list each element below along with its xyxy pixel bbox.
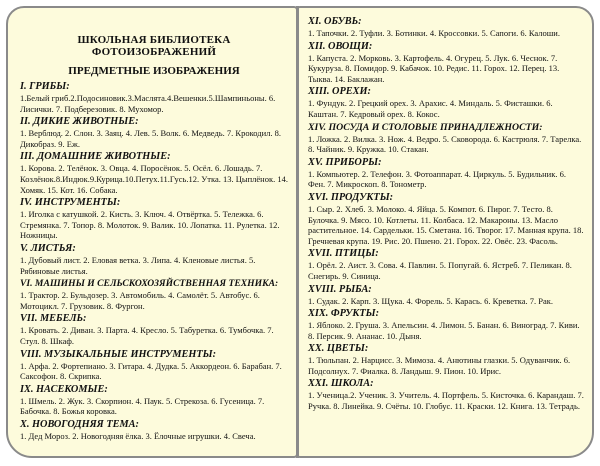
section (308, 308, 584, 341)
section-heading: XIX. ФРУКТЫ: (308, 308, 380, 320)
section-heading: XVIII. РЫБА: (308, 283, 372, 295)
section-items: 1. Ложка. 2. Вилка. 3. Нож. 4. Ведро. 5. Сковорода. 6. Кастрюля. 7. Тарелка. 8. Чайник. 9. Кружка. 10. Стакан. (308, 133, 582, 155)
section (308, 192, 584, 246)
section-heading: IX. НАСЕКОМЫЕ: (20, 383, 108, 395)
section-heading: XII. ОВОЩИ: (308, 40, 373, 52)
section-heading: V. ЛИСТЬЯ: (20, 242, 76, 254)
section-items: 1. Шмель. 2. Жук. 3. Скорпион. 4. Паук. 5. Стрекоза. 6. Гусеница. 7. Бабочка. 8. Божья коровка. (20, 395, 265, 417)
section-heading: XX. ЦВЕТЫ: (308, 343, 369, 355)
section-heading: XIV. ПОСУДА И СТОЛОВЫЕ ПРИНАДЛЕЖНОСТИ: (308, 121, 543, 133)
section-heading: IV. ИНСТРУМЕНТЫ: (20, 197, 121, 209)
section-items: 1. Судак. 2. Карп. 3. Щука. 4. Форель. 5. Карась. 6. Креветка. 7. Рак. (308, 295, 554, 306)
section-heading: XV. ПРИБОРЫ: (308, 156, 382, 168)
right-page (296, 6, 594, 458)
section-heading: VI. МАШИНЫ И СЕЛЬСКОХОЗЯЙСТВЕННАЯ ТЕХНИКА: (20, 278, 279, 290)
section (308, 248, 584, 281)
section-items: 1. Иголка с катушкой. 2. Кисть. 3. Ключ. 4. Отвёртка. 5. Тележка. 6. Стремянка. 7. Топор. 8. Молоток. 9. Валик. 10. Лопатка. 11. Рулетка. 12. Ножницы. (20, 209, 280, 241)
section-items: 1. Тюльпан. 2. Нарцисс. 3. Мимоза. 4. Анютины глазки. 5. Одуванчик. 6. Подсолнух. 7. Фиалка. 8. Ландыш. 9. Пион. 10. Ирис. (308, 355, 571, 376)
section-items: 1. Корова. 2. Телёнок. 3. Овца. 4. Поросёнок. 5. Осёл. 6. Лошадь. 7. Козлёнок.8.Индюк.9.Курица.10.Петух.11.Гусь.12. Утка. 13. Цыплёнок. 14. Хомяк. 15. Кот. 16. Собака. (20, 163, 288, 195)
section (308, 41, 584, 85)
section-heading: VIII. МУЗЫКАЛЬНЫЕ ИНСТРУМЕНТЫ: (20, 348, 217, 360)
section-items: 1. Трактор. 2. Бульдозер. 3. Автомобиль. 4. Самолёт. 5. Автобус. 6. Мотоцикл. 7. Грузовик. 8. Фургон. (20, 290, 260, 311)
section-heading: XVI. ПРОДУКТЫ: (308, 191, 394, 203)
section-items: 1. Верблюд. 2. Слон. 3. Заяц. 4. Лев. 5. Волк. 6. Медведь. 7. Крокодил. 8. Дикобраз. 9. Еж. (20, 128, 282, 149)
section-items: 1. Дубовый лист. 2. Еловая ветка. 3. Липа. 4. Кленовые листья. 5. Рябиновые листья. (20, 254, 256, 276)
section (20, 81, 288, 114)
section-heading: XVII. ПТИЦЫ: (308, 248, 379, 260)
section-items: 1. Арфа. 2. Фортепиано. 3. Гитара. 4. Дудка. 5. Аккордеон. 6. Барабан. 7. Саксофон. 8. Скрипка. (20, 360, 282, 382)
section-items: 1. Тапочки. 2. Туфли. 3. Ботинки. 4. Кроссовки. 5. Сапоги. 6. Калоши. (308, 28, 560, 38)
section (20, 419, 288, 442)
section-items: 1. Сыр. 2. Хлеб. 3. Молоко. 4. Яйца. 5. Компот. 6. Пирог. 7. Тесто. 8. Булочка. 9. Мясо. 10. Котлеты. 11. Колбаса. 12. Макароны. 13. Масло растительное. 14. Сардельки. 15. Сметана. 16. Творог. 17. Манная крупа. 18. Гречневая крупа. 19. Рис. 20. Пшено. 21. Горох. 22. Овёс. 23. Фасоль. (308, 203, 584, 246)
section-items: 1. Орёл. 2. Аист. 3. Сова. 4. Павлин. 5. Попугай. 6. Ястреб. 7. Пеликан. 8. Снегирь. 9. Синица. (308, 260, 572, 281)
section (308, 378, 584, 411)
section-heading: VII. МЕБЕЛЬ: (20, 313, 87, 325)
section (20, 151, 288, 195)
section-items: 1. Ученица.2. Ученик. 3. Учитель. 4. Портфель. 5. Кисточка. 6. Карандаш. 7. Ручка. 8. Линейка. 9. Счёты. 10. Глобус. 11. Краски. 12. Книга. 13. Тетрадь. (308, 390, 584, 412)
left-page (6, 6, 298, 458)
section-heading: XI. ОБУВЬ: (308, 16, 362, 27)
section-items: 1.Белый гриб.2.Подосиновик.3.Маслята.4.Вешенки.5.Шампиньоны. 6. Лисички. 7. Подберезовик. 8. Мухомор. (20, 93, 276, 114)
section (20, 349, 288, 382)
section-items: 1. Яблоко. 2. Груша. 3. Апельсин. 4. Лимон. 5. Банан. 6. Виноград. 7. Киви. 8. Персик. 9. Ананас. 10. Дыня. (308, 320, 580, 341)
section (20, 384, 288, 417)
section (308, 86, 584, 119)
section-heading: X. НОВОГОДНЯЯ ТЕМА: (20, 418, 139, 430)
section-heading: XIII. ОРЕХИ: (308, 86, 371, 98)
section-items: 1. Дед Мороз. 2. Новогодняя ёлка. 3. Ёлочные игрушки. 4. Свеча. (20, 430, 256, 441)
book-spine (296, 6, 299, 458)
section-items: 1. Компьютер. 2. Телефон. 3. Фотоаппарат. 4. Циркуль. 5. Будильник. 6. Фен. 7. Микроскоп. 8. Тонометр. (308, 168, 566, 190)
section (20, 313, 288, 346)
section (20, 243, 288, 276)
catalog-subtitle: ПРЕДМЕТНЫЕ ИЗОБРАЖЕНИЯ (68, 65, 240, 77)
section-heading: II. ДИКИЕ ЖИВОТНЫЕ: (20, 116, 139, 128)
section-items: 1. Фундук. 2. Грецкий орех. 3. Арахис. 4. Миндаль. 5. Фисташки. 6. Каштан. 7. Кедровый орех. 8. Кокос. (308, 98, 553, 119)
section (20, 116, 288, 149)
section-items: 1. Кровать. 2. Диван. 3. Парта. 4. Кресло. 5. Табуретка. 6. Тумбочка. 7. Стул. 8. Шкаф. (20, 325, 274, 346)
section (20, 197, 288, 241)
section (308, 343, 584, 376)
section (308, 122, 584, 155)
section-heading: XXI. ШКОЛА: (308, 378, 374, 390)
library-title: ШКОЛЬНАЯ БИБЛИОТЕКА ФОТОИЗОБРАЖЕНИЙ (77, 34, 231, 58)
section-items: 1. Капуста. 2. Морковь. 3. Картофель. 4. Огурец. 5. Лук. 6. Чеснок. 7. Кукуруза. 8. Помидор. 9. Кабачок. 10. Редис. 11. Горох. 12. Перец. 13. Тыква. 14. Баклажан. (308, 52, 560, 84)
section (20, 278, 288, 311)
section-heading: I. ГРИБЫ: (20, 81, 70, 92)
section (308, 284, 584, 307)
section (308, 16, 584, 39)
section-heading: III. ДОМАШНИЕ ЖИВОТНЫЕ: (20, 151, 171, 163)
section (308, 157, 584, 190)
